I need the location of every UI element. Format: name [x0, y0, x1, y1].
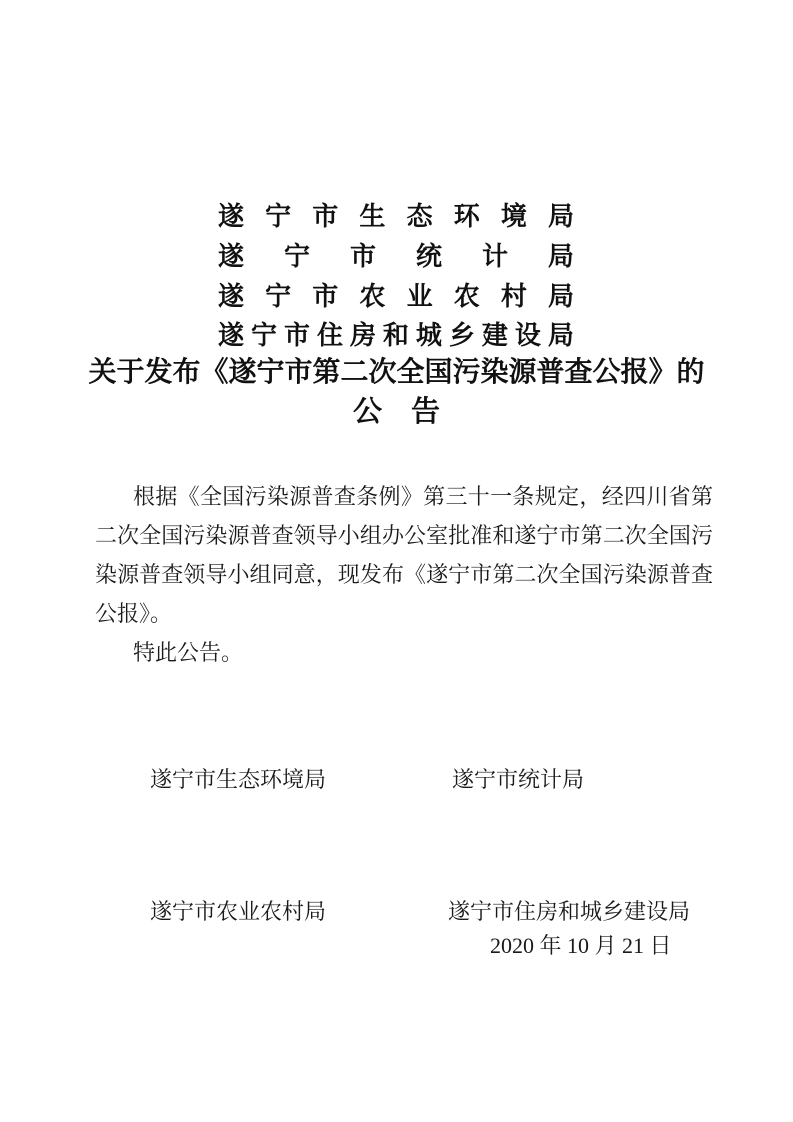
char: 遂 — [218, 241, 245, 271]
body-text — [95, 477, 713, 672]
char: 生 — [359, 201, 386, 231]
char: 遂 — [218, 320, 245, 350]
char: 宁 — [250, 320, 277, 350]
char: 局 — [547, 281, 574, 311]
char: 局 — [547, 241, 574, 271]
char: 市 — [283, 320, 310, 350]
char: 业 — [406, 281, 433, 311]
char: 市 — [312, 281, 339, 311]
announcement-title: 关于发布《遂宁市第二次全国污染源普查公报》的 — [88, 356, 705, 387]
closing-line: 特此公告。 — [133, 640, 244, 665]
agency-line-4 — [218, 322, 574, 348]
char: 态 — [406, 201, 433, 231]
agency-line-3 — [218, 283, 574, 309]
signature-ecology-environment-bureau: 遂宁市生态环境局 — [150, 767, 327, 792]
char: 宁 — [265, 281, 292, 311]
char: 局 — [547, 201, 574, 231]
char: 环 — [453, 201, 480, 231]
agency-line-1 — [218, 203, 574, 229]
char: 境 — [500, 201, 527, 231]
char: 和 — [382, 320, 409, 350]
char: 市 — [349, 241, 376, 271]
char: 设 — [514, 320, 541, 350]
char: 村 — [500, 281, 527, 311]
char: 遂 — [218, 281, 245, 311]
char: 遂 — [218, 201, 245, 231]
announcement-title-second-line: 公 告 — [352, 396, 440, 428]
char: 统 — [415, 241, 442, 271]
char: 乡 — [448, 320, 475, 350]
date-line: 2020 年 10 月 21 日 — [490, 933, 672, 958]
char: 住 — [316, 320, 343, 350]
char: 建 — [481, 320, 508, 350]
char: 宁 — [283, 241, 310, 271]
char: 农 — [453, 281, 480, 311]
signature-agriculture-rural-bureau: 遂宁市农业农村局 — [150, 899, 327, 924]
char: 局 — [547, 320, 574, 350]
agency-line-2 — [218, 243, 574, 269]
char: 宁 — [265, 201, 292, 231]
char: 农 — [359, 281, 386, 311]
char: 市 — [312, 201, 339, 231]
char: 城 — [415, 320, 442, 350]
char: 房 — [349, 320, 376, 350]
char: 计 — [481, 241, 508, 271]
body-paragraph: 根据《全国污染源普查条例》第三十一条规定，经四川省第二次全国污染源普查领导小组办公室批准和遂宁市第二次全国污染源普查领导小组同意，现发布《遂宁市第二次全国污染源普查公报》。 — [95, 484, 713, 626]
signature-housing-urban-rural-bureau: 遂宁市住房和城乡建设局 — [448, 899, 691, 924]
signature-statistics-bureau: 遂宁市统计局 — [452, 767, 585, 792]
